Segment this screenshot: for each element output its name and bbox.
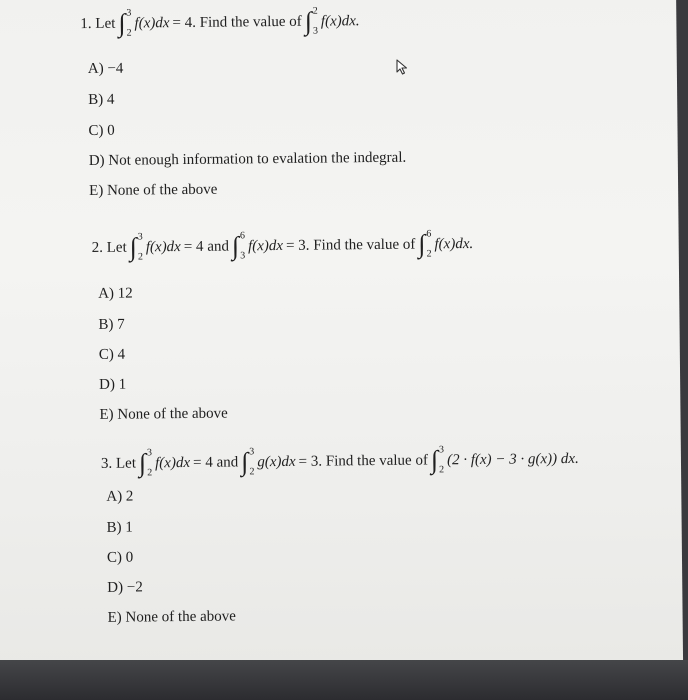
option-c[interactable]: C) 0	[106, 549, 134, 566]
option-e[interactable]: E) None of the above	[89, 181, 218, 199]
option-a[interactable]: A) −4	[87, 60, 124, 78]
option-a[interactable]: A) 12	[98, 285, 133, 302]
let-text: Let	[95, 15, 116, 32]
integrand: g(x)dx	[257, 453, 296, 470]
option-c[interactable]: C) 4	[98, 346, 126, 363]
integral-sign-icon: ∫	[430, 445, 439, 475]
upper-limit: 2	[312, 5, 318, 17]
integral-sign-icon: ∫	[118, 8, 126, 38]
option-b[interactable]: B) 1	[106, 519, 133, 536]
lower-limit: 3	[240, 250, 246, 262]
target-integral	[431, 444, 579, 476]
integrand: f(x)dx	[134, 14, 170, 32]
question-3	[101, 444, 582, 479]
option-e[interactable]: E) None of the above	[99, 405, 228, 423]
integral-1	[130, 232, 181, 263]
integral-2	[232, 231, 283, 262]
equals-value: = 4	[183, 238, 204, 255]
target-integral	[305, 6, 360, 37]
lower-limit: 2	[137, 251, 143, 263]
equals-value: = 4.	[172, 14, 197, 31]
integral-sign-icon: ∫	[129, 232, 137, 262]
option-b[interactable]: B) 7	[98, 316, 125, 333]
equals-value: = 3.	[285, 237, 310, 254]
upper-limit: 3	[137, 231, 143, 243]
integral-1	[118, 8, 169, 39]
lower-limit: 2	[439, 464, 445, 476]
question-2	[92, 229, 477, 263]
mouse-cursor-icon	[396, 59, 410, 75]
integral-sign-icon: ∫	[231, 231, 240, 261]
option-b[interactable]: B) 4	[88, 91, 115, 108]
integral-sign-icon: ∫	[138, 448, 147, 478]
lower-limit: 2	[426, 248, 432, 260]
integral-1	[139, 448, 190, 479]
lower-limit: 2	[126, 27, 132, 39]
integral-sign-icon: ∫	[418, 229, 426, 259]
upper-limit: 6	[426, 228, 432, 240]
upper-limit: 6	[239, 230, 246, 242]
upper-limit: 3	[126, 7, 132, 19]
upper-limit: 3	[146, 447, 153, 459]
integral-sign-icon: ∫	[304, 6, 313, 36]
integrand: f(x)dx.	[434, 235, 474, 252]
question-number: 3.	[100, 455, 113, 472]
let-text: Let	[115, 455, 137, 472]
integral-sign-icon: ∫	[241, 447, 249, 477]
and-text: and	[216, 453, 239, 471]
option-d[interactable]: D) 1	[99, 376, 127, 393]
lower-limit: 3	[312, 25, 319, 37]
target-integral	[418, 229, 473, 260]
option-c[interactable]: C) 0	[88, 122, 115, 139]
integrand: f(x)dx.	[320, 12, 360, 30]
integral-2	[241, 447, 296, 478]
integrand: f(x)dx	[155, 454, 191, 471]
equals-value: = 3.	[298, 453, 323, 470]
upper-limit: 3	[438, 444, 445, 456]
integrand: f(x)dx	[145, 238, 181, 255]
option-d[interactable]: D) Not enough information to evalation the indegral.	[88, 149, 407, 169]
find-text: Find the value of	[325, 451, 429, 470]
question-1	[80, 6, 363, 39]
question-number: 2.	[91, 239, 104, 256]
lower-limit: 2	[249, 466, 255, 478]
question-number: 1.	[80, 15, 92, 32]
and-text: and	[207, 238, 230, 255]
option-e[interactable]: E) None of the above	[107, 608, 236, 626]
let-text: Let	[106, 239, 127, 256]
equals-value: = 4	[192, 454, 213, 471]
integrand: f(x)dx	[247, 237, 284, 254]
find-text: Find the value of	[313, 236, 416, 254]
lower-limit: 2	[147, 467, 153, 479]
desk-background	[0, 660, 688, 700]
option-d[interactable]: D) −2	[107, 579, 143, 596]
integrand: (2 · f(x) − 3 · g(x)) dx.	[446, 450, 579, 468]
upper-limit: 3	[249, 446, 255, 458]
option-a[interactable]: A) 2	[106, 488, 134, 505]
find-text: Find the value of	[199, 13, 302, 31]
